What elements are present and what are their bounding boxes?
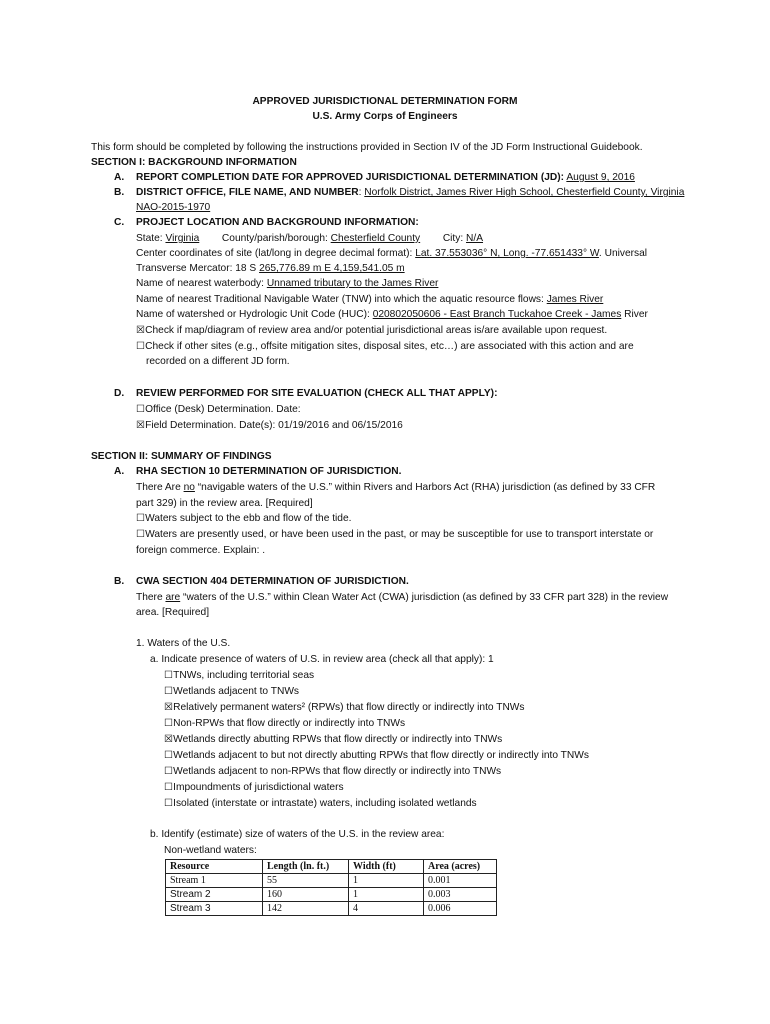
waters-size-table bbox=[165, 859, 497, 916]
waters-heading: 1. Waters of the U.S. bbox=[136, 638, 231, 649]
commerce-explain: foreign commerce. Explain: . bbox=[136, 545, 266, 556]
table-cell: 4 bbox=[349, 902, 424, 916]
checkbox-wetlands-non-rpws[interactable]: ☐Wetlands adjacent to non-RPWs that flow directly or indirectly into TNWs bbox=[164, 766, 502, 777]
table-header: Length (ln. ft.) bbox=[263, 860, 349, 874]
item-c-letter: C. bbox=[114, 217, 125, 228]
city-label: City: bbox=[442, 233, 464, 244]
table-header: Width (ft) bbox=[349, 860, 424, 874]
intro-text: This form should be completed by following the instructions provided in Section IV of the JD Form Instructional Guidebook. bbox=[91, 142, 643, 153]
non-wetland-label: Non-wetland waters: bbox=[164, 845, 257, 856]
rha-label: RHA SECTION 10 DETERMINATION OF JURISDICTION. bbox=[136, 466, 402, 477]
item-a-letter: A. bbox=[114, 172, 125, 183]
table-cell: 142 bbox=[263, 902, 349, 916]
checkbox-map[interactable]: ☒Check if map/diagram of review area and/or potential jurisdictional areas is/are available upon request. bbox=[136, 325, 608, 336]
cwa-pre: There bbox=[136, 592, 163, 603]
table-cell: 1 bbox=[349, 874, 424, 888]
table-header: Resource bbox=[166, 860, 263, 874]
state-label: State: bbox=[136, 233, 163, 244]
cwa-post: “waters of the U.S.” within Clean Water Act (CWA) jurisdiction (as defined by 33 CFR part 328) in the review bbox=[183, 592, 669, 603]
checkbox-commerce[interactable]: ☐Waters are presently used, or have been used in the past, or may be susceptible for use to transport interstate or bbox=[136, 529, 654, 540]
table-cell: 160 bbox=[263, 888, 349, 902]
district-value: Norfolk District, James River High School, Chesterfield County, Virginia bbox=[364, 187, 685, 198]
tnw-value: James River bbox=[546, 294, 604, 305]
checkbox-wetlands-adjacent-rpws[interactable]: ☐Wetlands adjacent to but not directly abutting RPWs that flow directly or indirectly into TNWs bbox=[164, 750, 589, 761]
huc-value: 020802050606 - East Branch Tuckahoe Creek - James bbox=[372, 309, 622, 320]
table-row bbox=[166, 888, 497, 902]
state-county-city-line bbox=[136, 232, 483, 245]
form-title: APPROVED JURISDICTIONAL DETERMINATION FORM bbox=[252, 96, 518, 107]
county-value: Chesterfield County bbox=[330, 233, 421, 244]
review-performed-label: REVIEW PERFORMED FOR SITE EVALUATION (CHECK ALL THAT APPLY): bbox=[136, 388, 498, 399]
cwa-are: are bbox=[165, 592, 181, 603]
checkbox-other-sites[interactable]: ☐Check if other sites (e.g., offsite mitigation sites, disposal sites, etc…) are associated with this action and are bbox=[136, 341, 634, 352]
rha-line-2: part 329) in the review area. [Required] bbox=[136, 498, 313, 509]
checkbox-ebb-flow[interactable]: ☐Waters subject to the ebb and flow of the tide. bbox=[136, 513, 352, 524]
table-cell: Stream 3 bbox=[166, 902, 263, 916]
report-date-label: REPORT COMPLETION DATE FOR APPROVED JURISDICTIONAL DETERMINATION (JD): bbox=[136, 172, 565, 183]
coordinates-label: Center coordinates of site (lat/long in degree decimal format): bbox=[136, 248, 413, 259]
waterbody-label: Name of nearest waterbody: bbox=[136, 278, 264, 289]
checkbox-non-rpws[interactable]: ☐Non-RPWs that flow directly or indirectly into TNWs bbox=[164, 718, 406, 729]
state-value: Virginia bbox=[165, 233, 200, 244]
table-row bbox=[166, 902, 497, 916]
other-sites-continued: recorded on a different JD form. bbox=[146, 356, 290, 367]
huc-tail: River bbox=[624, 309, 648, 320]
checkbox-tnws[interactable]: ☐TNWs, including territorial seas bbox=[164, 670, 315, 681]
table-cell: 0.001 bbox=[424, 874, 497, 888]
rha-post: “navigable waters of the U.S.” within Rivers and Harbors Act (RHA) jurisdiction (as defined by 33 CFR bbox=[197, 482, 656, 493]
report-date-line bbox=[136, 171, 635, 184]
project-location-label: PROJECT LOCATION AND BACKGROUND INFORMATION: bbox=[136, 217, 419, 228]
table-cell: 0.006 bbox=[424, 902, 497, 916]
checkbox-office-determination[interactable]: ☐Office (Desk) Determination. Date: bbox=[136, 404, 301, 415]
table-cell: Stream 1 bbox=[166, 874, 263, 888]
coordinates-line bbox=[136, 247, 647, 260]
item-2b-letter: B. bbox=[114, 576, 125, 587]
district-label: DISTRICT OFFICE, FILE NAME, AND NUMBER bbox=[136, 187, 359, 198]
district-line: DISTRICT OFFICE, FILE NAME, AND NUMBER: Norfolk District, James River High School, Chesterfield County, Virginia bbox=[136, 187, 685, 198]
section-2-heading: SECTION II: SUMMARY OF FINDINGS bbox=[91, 451, 272, 462]
huc-line bbox=[136, 308, 648, 321]
tnw-line bbox=[136, 293, 603, 306]
checkbox-rpws[interactable]: ☒Relatively permanent waters² (RPWs) that flow directly or indirectly into TNWs bbox=[164, 702, 525, 713]
file-number: NAO-2015-1970 bbox=[136, 202, 211, 213]
rha-pre: There Are bbox=[136, 482, 181, 493]
utm-line bbox=[136, 262, 405, 275]
rha-line bbox=[136, 481, 655, 494]
identify-size: b. Identify (estimate) size of waters of the U.S. in the review area: bbox=[150, 829, 445, 840]
county-label: County/parish/borough: bbox=[221, 233, 328, 244]
rha-no: no bbox=[183, 482, 195, 493]
report-date-value: August 9, 2016 bbox=[566, 172, 635, 183]
table-cell: 0.003 bbox=[424, 888, 497, 902]
table-header: Area (acres) bbox=[424, 860, 497, 874]
checkbox-impoundments[interactable]: ☐Impoundments of jurisdictional waters bbox=[164, 782, 344, 793]
checkbox-wetlands-adjacent-tnws[interactable]: ☐Wetlands adjacent to TNWs bbox=[164, 686, 300, 697]
item-d-letter: D. bbox=[114, 388, 125, 399]
checkbox-field-determination[interactable]: ☒Field Determination. Date(s): 01/19/2016 and 06/15/2016 bbox=[136, 420, 403, 431]
waterbody-value: Unnamed tributary to the James River bbox=[266, 278, 439, 289]
table-row bbox=[166, 874, 497, 888]
city-value: N/A bbox=[466, 233, 484, 244]
table-cell: Stream 2 bbox=[166, 888, 263, 902]
table-cell: 1 bbox=[349, 888, 424, 902]
tnw-label: Name of nearest Traditional Navigable Water (TNW) into which the aquatic resource flows: bbox=[136, 294, 544, 305]
table-cell: 55 bbox=[263, 874, 349, 888]
indicate-presence: a. Indicate presence of waters of U.S. in review area (check all that apply): 1 bbox=[150, 654, 494, 665]
form-subtitle: U.S. Army Corps of Engineers bbox=[312, 111, 458, 122]
section-1-heading: SECTION I: BACKGROUND INFORMATION bbox=[91, 157, 297, 168]
coordinates-tail: . Universal bbox=[598, 248, 648, 259]
cwa-line-2: area. [Required] bbox=[136, 607, 210, 618]
utm-value: 265,776.89 m E 4,159,541.05 m bbox=[259, 263, 405, 274]
cwa-label: CWA SECTION 404 DETERMINATION OF JURISDICTION. bbox=[136, 576, 409, 587]
huc-label: Name of watershed or Hydrologic Unit Code (HUC): bbox=[136, 309, 370, 320]
cwa-line bbox=[136, 591, 668, 604]
checkbox-isolated-waters[interactable]: ☐Isolated (interstate or intrastate) waters, including isolated wetlands bbox=[164, 798, 477, 809]
item-b-letter: B. bbox=[114, 187, 125, 198]
table-header-row bbox=[166, 860, 497, 874]
coordinates-value: Lat. 37.553036° N, Long. -77.651433° W bbox=[415, 248, 599, 259]
item-2a-letter: A. bbox=[114, 466, 125, 477]
checkbox-wetlands-abutting-rpws[interactable]: ☒Wetlands directly abutting RPWs that flow directly or indirectly into TNWs bbox=[164, 734, 503, 745]
utm-label: Transverse Mercator: 18 S bbox=[136, 263, 257, 274]
waterbody-line bbox=[136, 277, 438, 290]
